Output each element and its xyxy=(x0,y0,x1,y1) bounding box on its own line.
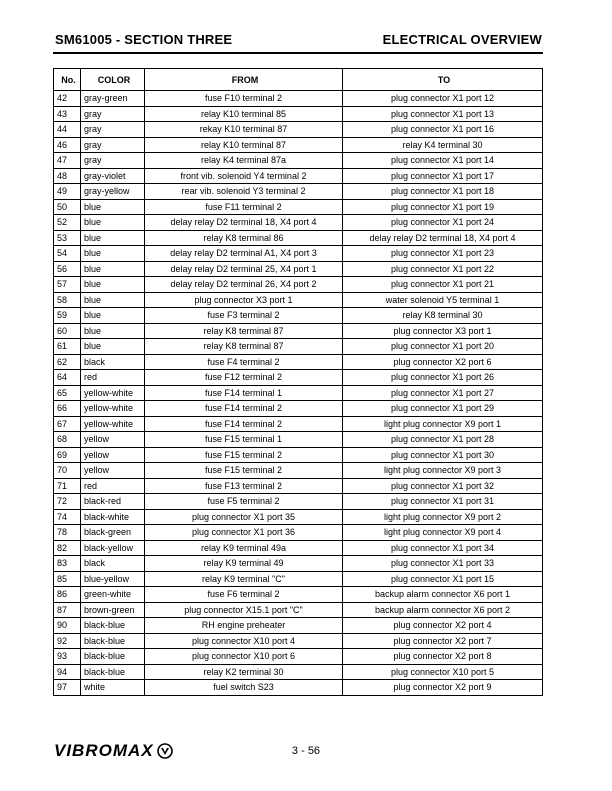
table-row xyxy=(54,680,543,696)
cell-no: 66 xyxy=(54,401,81,417)
table-row xyxy=(54,463,543,479)
cell-from: fuse F14 terminal 1 xyxy=(145,385,343,401)
section-title: SM61005 - SECTION THREE xyxy=(55,32,233,47)
cell-color: red xyxy=(81,370,145,386)
table-header-row xyxy=(54,69,543,91)
table-row xyxy=(54,602,543,618)
cell-to: light plug connector X9 port 1 xyxy=(343,416,543,432)
cell-to: plug connector X2 port 9 xyxy=(343,680,543,696)
cell-to: plug connector X1 port 14 xyxy=(343,153,543,169)
cell-from: plug connector X3 port 1 xyxy=(145,292,343,308)
cell-no: 94 xyxy=(54,664,81,680)
cell-to: plug connector X1 port 31 xyxy=(343,494,543,510)
cell-to: relay K4 terminal 30 xyxy=(343,137,543,153)
cell-from: RH engine preheater xyxy=(145,618,343,634)
cell-to: plug connector X1 port 26 xyxy=(343,370,543,386)
cell-from: relay K8 terminal 87 xyxy=(145,339,343,355)
cell-no: 87 xyxy=(54,602,81,618)
cell-no: 50 xyxy=(54,199,81,215)
cell-color: black-blue xyxy=(81,649,145,665)
table-row xyxy=(54,556,543,572)
table-row xyxy=(54,246,543,262)
cell-no: 82 xyxy=(54,540,81,556)
cell-color: black-yellow xyxy=(81,540,145,556)
header-rule xyxy=(53,52,543,54)
cell-to: plug connector X1 port 28 xyxy=(343,432,543,448)
cell-no: 49 xyxy=(54,184,81,200)
cell-to: plug connector X2 port 6 xyxy=(343,354,543,370)
table-row xyxy=(54,122,543,138)
table-row xyxy=(54,540,543,556)
table-row xyxy=(54,370,543,386)
cell-to: backup alarm connector X6 port 1 xyxy=(343,587,543,603)
cell-from: fuse F15 terminal 2 xyxy=(145,447,343,463)
cell-no: 93 xyxy=(54,649,81,665)
cell-from: rear vib. solenoid Y3 terminal 2 xyxy=(145,184,343,200)
cell-from: relay K9 terminal 49a xyxy=(145,540,343,556)
cell-from: front vib. solenoid Y4 terminal 2 xyxy=(145,168,343,184)
table-row xyxy=(54,184,543,200)
cell-color: gray xyxy=(81,106,145,122)
cell-to: light plug connector X9 port 4 xyxy=(343,525,543,541)
table-row xyxy=(54,137,543,153)
cell-no: 59 xyxy=(54,308,81,324)
cell-color: red xyxy=(81,478,145,494)
cell-from: fuse F5 terminal 2 xyxy=(145,494,343,510)
cell-from: fuse F14 terminal 2 xyxy=(145,416,343,432)
table-row xyxy=(54,277,543,293)
cell-color: black-blue xyxy=(81,633,145,649)
table-row xyxy=(54,618,543,634)
cell-from: fuel switch S23 xyxy=(145,680,343,696)
cell-no: 97 xyxy=(54,680,81,696)
table-row xyxy=(54,215,543,231)
cell-no: 85 xyxy=(54,571,81,587)
cell-from: relay K10 terminal 85 xyxy=(145,106,343,122)
cell-color: blue xyxy=(81,215,145,231)
table-row xyxy=(54,323,543,339)
cell-color: white xyxy=(81,680,145,696)
table-row xyxy=(54,478,543,494)
cell-color: gray-violet xyxy=(81,168,145,184)
cell-no: 52 xyxy=(54,215,81,231)
table-row xyxy=(54,416,543,432)
col-header-color: COLOR xyxy=(81,69,145,91)
cell-to: delay relay D2 terminal 18, X4 port 4 xyxy=(343,230,543,246)
cell-to: plug connector X1 port 15 xyxy=(343,571,543,587)
cell-to: plug connector X1 port 22 xyxy=(343,261,543,277)
cell-to: plug connector X1 port 13 xyxy=(343,106,543,122)
cell-no: 69 xyxy=(54,447,81,463)
cell-color: gray xyxy=(81,137,145,153)
cell-no: 57 xyxy=(54,277,81,293)
cell-color: blue xyxy=(81,246,145,262)
cell-from: delay relay D2 terminal A1, X4 port 3 xyxy=(145,246,343,262)
cell-no: 54 xyxy=(54,246,81,262)
cell-to: plug connector X1 port 33 xyxy=(343,556,543,572)
cell-color: yellow xyxy=(81,447,145,463)
cell-from: relay K2 terminal 30 xyxy=(145,664,343,680)
cell-color: yellow xyxy=(81,432,145,448)
table-row xyxy=(54,230,543,246)
cell-from: plug connector X1 port 35 xyxy=(145,509,343,525)
cell-no: 86 xyxy=(54,587,81,603)
cell-from: plug connector X15.1 port "C" xyxy=(145,602,343,618)
cell-color: yellow-white xyxy=(81,401,145,417)
table-row xyxy=(54,432,543,448)
cell-no: 47 xyxy=(54,153,81,169)
cell-color: blue xyxy=(81,277,145,293)
cell-to: plug connector X1 port 19 xyxy=(343,199,543,215)
cell-color: blue xyxy=(81,199,145,215)
cell-color: blue xyxy=(81,230,145,246)
cell-from: fuse F15 terminal 2 xyxy=(145,463,343,479)
col-header-to: TO xyxy=(343,69,543,91)
cell-no: 56 xyxy=(54,261,81,277)
cell-color: blue-yellow xyxy=(81,571,145,587)
cell-to: plug connector X1 port 32 xyxy=(343,478,543,494)
table-row xyxy=(54,494,543,510)
page-heading: ELECTRICAL OVERVIEW xyxy=(382,32,542,47)
cell-to: plug connector X1 port 29 xyxy=(343,401,543,417)
cell-no: 67 xyxy=(54,416,81,432)
table-row xyxy=(54,509,543,525)
cell-color: blue xyxy=(81,261,145,277)
cell-from: relay K9 terminal 49 xyxy=(145,556,343,572)
cell-color: black-red xyxy=(81,494,145,510)
table-row xyxy=(54,292,543,308)
cell-from: relay K4 terminal 87a xyxy=(145,153,343,169)
cell-color: black-blue xyxy=(81,664,145,680)
cell-to: plug connector X1 port 20 xyxy=(343,339,543,355)
cell-from: delay relay D2 terminal 25, X4 port 1 xyxy=(145,261,343,277)
table-row xyxy=(54,106,543,122)
cell-from: fuse F13 terminal 2 xyxy=(145,478,343,494)
cell-from: relay K8 terminal 86 xyxy=(145,230,343,246)
table-row xyxy=(54,649,543,665)
cell-to: water solenoid Y5 terminal 1 xyxy=(343,292,543,308)
cell-color: black-green xyxy=(81,525,145,541)
cell-color: yellow xyxy=(81,463,145,479)
cell-to: plug connector X1 port 12 xyxy=(343,91,543,107)
cell-to: plug connector X1 port 24 xyxy=(343,215,543,231)
cell-from: rekay K10 terminal 87 xyxy=(145,122,343,138)
cell-no: 46 xyxy=(54,137,81,153)
cell-no: 71 xyxy=(54,478,81,494)
cell-from: fuse F3 terminal 2 xyxy=(145,308,343,324)
page-number: 3 - 56 xyxy=(291,745,321,757)
cell-from: fuse F4 terminal 2 xyxy=(145,354,343,370)
cell-from: fuse F14 terminal 2 xyxy=(145,401,343,417)
cell-no: 42 xyxy=(54,91,81,107)
table-row xyxy=(54,447,543,463)
wiring-table xyxy=(53,68,543,696)
cell-color: black-white xyxy=(81,509,145,525)
cell-to: plug connector X2 port 8 xyxy=(343,649,543,665)
table-row xyxy=(54,385,543,401)
cell-color: gray-green xyxy=(81,91,145,107)
table-row xyxy=(54,525,543,541)
cell-color: blue xyxy=(81,308,145,324)
table-row xyxy=(54,199,543,215)
cell-from: plug connector X10 port 6 xyxy=(145,649,343,665)
cell-no: 70 xyxy=(54,463,81,479)
cell-from: delay relay D2 terminal 18, X4 port 4 xyxy=(145,215,343,231)
cell-no: 62 xyxy=(54,354,81,370)
cell-to: plug connector X1 port 23 xyxy=(343,246,543,262)
cell-no: 48 xyxy=(54,168,81,184)
cell-color: green-white xyxy=(81,587,145,603)
table-row xyxy=(54,633,543,649)
cell-color: blue xyxy=(81,292,145,308)
cell-from: fuse F6 terminal 2 xyxy=(145,587,343,603)
cell-to: plug connector X2 port 7 xyxy=(343,633,543,649)
cell-from: plug connector X10 port 4 xyxy=(145,633,343,649)
cell-no: 60 xyxy=(54,323,81,339)
cell-color: yellow-white xyxy=(81,385,145,401)
cell-from: plug connector X1 port 36 xyxy=(145,525,343,541)
cell-to: plug connector X1 port 30 xyxy=(343,447,543,463)
cell-to: plug connector X1 port 16 xyxy=(343,122,543,138)
cell-no: 65 xyxy=(54,385,81,401)
cell-color: black xyxy=(81,556,145,572)
table-row xyxy=(54,354,543,370)
cell-color: blue xyxy=(81,339,145,355)
cell-color: gray xyxy=(81,122,145,138)
table-row xyxy=(54,153,543,169)
cell-to: light plug connector X9 port 2 xyxy=(343,509,543,525)
cell-no: 64 xyxy=(54,370,81,386)
cell-no: 68 xyxy=(54,432,81,448)
cell-from: fuse F12 terminal 2 xyxy=(145,370,343,386)
cell-no: 58 xyxy=(54,292,81,308)
cell-to: plug connector X2 port 4 xyxy=(343,618,543,634)
cell-no: 83 xyxy=(54,556,81,572)
table-row xyxy=(54,401,543,417)
cell-color: yellow-white xyxy=(81,416,145,432)
cell-color: black-blue xyxy=(81,618,145,634)
cell-to: relay K8 terminal 30 xyxy=(343,308,543,324)
table-row xyxy=(54,571,543,587)
table-row xyxy=(54,587,543,603)
cell-to: plug connector X1 port 18 xyxy=(343,184,543,200)
cell-color: black xyxy=(81,354,145,370)
cell-from: fuse F10 terminal 2 xyxy=(145,91,343,107)
cell-to: backup alarm connector X6 port 2 xyxy=(343,602,543,618)
col-header-no: No. xyxy=(54,69,81,91)
table-row xyxy=(54,261,543,277)
cell-to: plug connector X1 port 27 xyxy=(343,385,543,401)
table-row xyxy=(54,339,543,355)
cell-from: relay K8 terminal 87 xyxy=(145,323,343,339)
col-header-from: FROM xyxy=(145,69,343,91)
cell-color: brown-green xyxy=(81,602,145,618)
cell-from: delay relay D2 terminal 26, X4 port 2 xyxy=(145,277,343,293)
cell-no: 53 xyxy=(54,230,81,246)
logo-text: VIBROMAX xyxy=(54,741,154,760)
table-row xyxy=(54,168,543,184)
table-body xyxy=(54,91,543,696)
cell-no: 43 xyxy=(54,106,81,122)
cell-color: gray-yellow xyxy=(81,184,145,200)
cell-from: fuse F11 terminal 2 xyxy=(145,199,343,215)
cell-from: relay K10 terminal 87 xyxy=(145,137,343,153)
cell-to: plug connector X1 port 21 xyxy=(343,277,543,293)
table-row xyxy=(54,91,543,107)
cell-no: 74 xyxy=(54,509,81,525)
cell-color: blue xyxy=(81,323,145,339)
cell-no: 72 xyxy=(54,494,81,510)
cell-from: fuse F15 terminal 1 xyxy=(145,432,343,448)
cell-color: gray xyxy=(81,153,145,169)
cell-no: 90 xyxy=(54,618,81,634)
table-row xyxy=(54,308,543,324)
cell-from: relay K9 terminal "C" xyxy=(145,571,343,587)
cell-to: plug connector X3 port 1 xyxy=(343,323,543,339)
cell-to: plug connector X10 port 5 xyxy=(343,664,543,680)
cell-to: plug connector X1 port 17 xyxy=(343,168,543,184)
cell-no: 61 xyxy=(54,339,81,355)
cell-to: plug connector X1 port 34 xyxy=(343,540,543,556)
cell-no: 92 xyxy=(54,633,81,649)
table-row xyxy=(54,664,543,680)
cell-no: 78 xyxy=(54,525,81,541)
cell-no: 44 xyxy=(54,122,81,138)
cell-to: light plug connector X9 port 3 xyxy=(343,463,543,479)
